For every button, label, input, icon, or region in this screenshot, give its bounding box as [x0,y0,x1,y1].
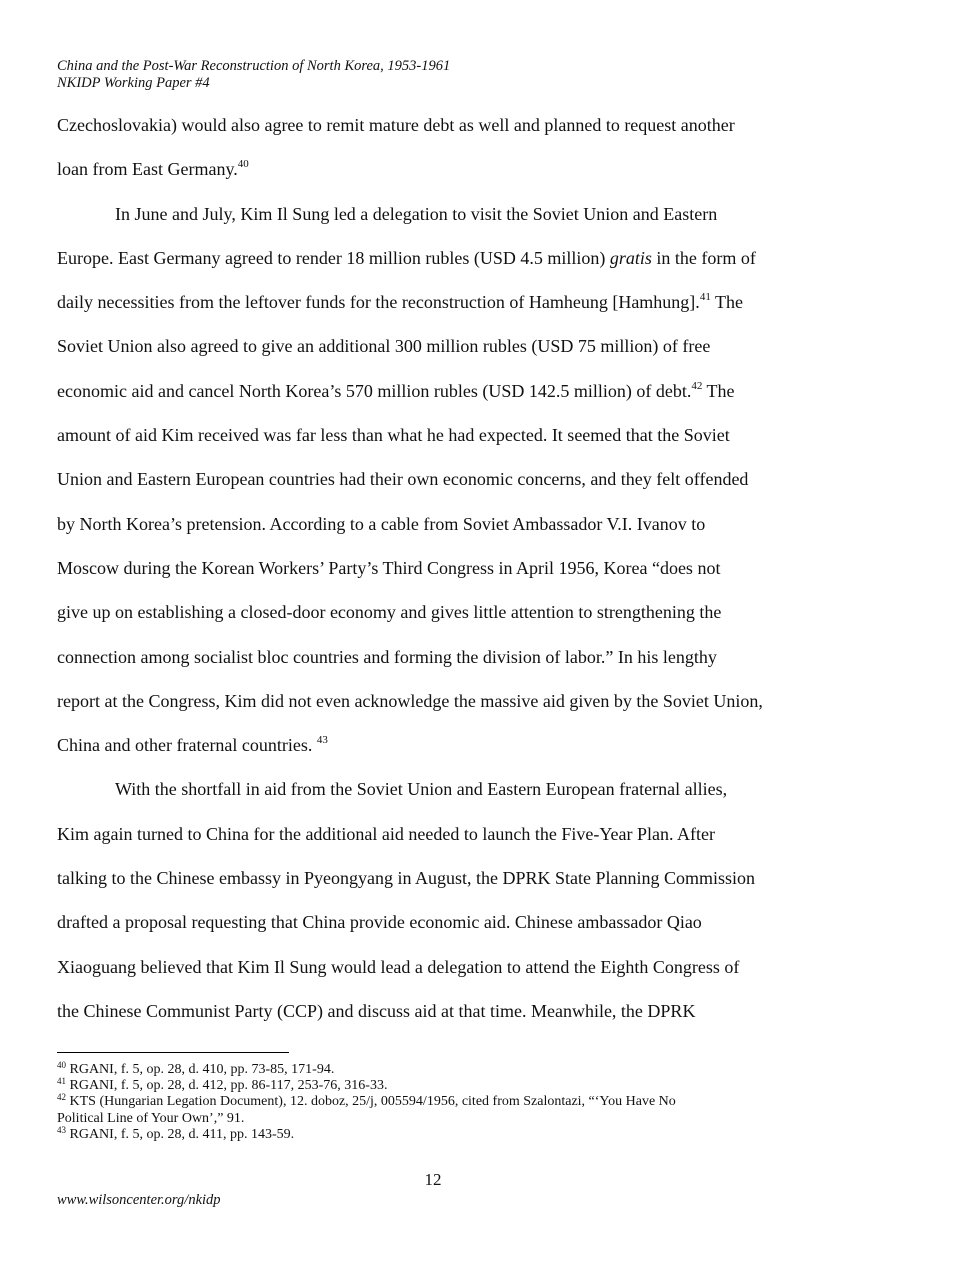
text-line: drafted a proposal requesting that China provide economic aid. Chinese ambassador Qiao [57,912,702,933]
footnote-40: $^{40}$ RGANI, f. 5, op. 28, d. 410, pp. 73-85, 171-94. [57,1060,335,1077]
footnote-42-continued: Political Line of Your Own’,” 91. [57,1110,245,1126]
footnote-ref-42[interactable]: 42 [691,379,703,392]
running-header [57,58,450,92]
text-line: by North Korea’s pretension. According to a cable from Soviet Ambassador V.I. Ivanov to [57,513,706,534]
text-line: Czechoslovakia) would also agree to remit mature debt as well and planned to request another [57,115,735,135]
text-line: Union and Eastern European countries had their own economic concerns, and they felt offended [57,469,749,490]
text-line: loan from East Germany.$^{40}$ [57,158,249,180]
footnote-ref-43[interactable]: 43 [316,734,328,747]
text-line: daily necessities from the leftover funds for the reconstruction of Hamheung [Hamhung].$^{41}$ The [57,291,743,313]
footnote-ref-40[interactable]: 40 [237,158,249,171]
text-line: amount of aid Kim received was far less than what he had expected. It seemed that the Soviet [57,425,730,446]
footnote-41: $^{41}$ RGANI, f. 5, op. 28, d. 412, pp. 86-117, 253-76, 316-33. [57,1076,388,1094]
paragraph-start: In June and July, Kim Il Sung led a delegation to visit the Soviet Union and Eastern [115,203,718,224]
footnote-ref-41[interactable]: 41 [699,291,711,304]
footnote-42: $^{42}$ KTS (Hungarian Legation Document), 12. doboz, 25/j, 005594/1956, cited from Szalontazi, “‘You Have No [57,1092,676,1110]
text-line: Kim again turned to China for the additional aid needed to launch the Five-Year Plan. After [57,823,716,844]
footnote-43: $^{43}$ RGANI, f. 5, op. 28, d. 411, pp. 143-59. [57,1124,295,1142]
text-line: connection among socialist bloc countries and forming the division of labor.” In his lengthy [57,646,717,667]
text-line: economic aid and cancel North Korea’s 570 million rubles (USD 142.5 million) of debt.$^{42}$ The [57,379,735,401]
header-series: NKIDP Working Paper #4 [57,75,210,91]
text-line: report at the Congress, Kim did not even acknowledge the massive aid given by the Soviet Union, [57,690,763,711]
text-line: give up on establishing a closed-door economy and gives little attention to strengthening the [57,602,722,623]
text-line: talking to the Chinese embassy in Pyeongyang in August, the DPRK State Planning Commission [57,868,755,889]
paragraph-start: With the shortfall in aid from the Soviet Union and Eastern European fraternal allies, [115,779,728,800]
main-text [57,103,927,1033]
text-line: Soviet Union also agreed to give an additional 300 million rubles (USD 75 million) of free [57,336,711,357]
header-title: China and the Post-War Reconstruction of North Korea, 1953-1961 [57,58,451,74]
text-line: Europe. East Germany agreed to render 18 million rubles (USD 4.5 million) gratis in the form of [57,247,756,268]
text-line: China and other fraternal countries. $^{43}$ [57,734,328,756]
text-line: the Chinese Communist Party (CCP) and discuss aid at that time. Meanwhile, the DPRK [57,1000,696,1021]
page-number: 12 [424,1170,442,1189]
italic-term: gratis [609,247,652,268]
text-line: Moscow during the Korean Workers’ Party’s Third Congress in April 1956, Korea “does not [57,557,721,578]
text-line: Xiaoguang believed that Kim Il Sung would lead a delegation to attend the Eighth Congress of [57,956,740,977]
footer-url[interactable]: www.wilsoncenter.org/nkidp [57,1192,221,1208]
footnote-divider [57,1052,289,1053]
footnotes [57,1062,917,1143]
